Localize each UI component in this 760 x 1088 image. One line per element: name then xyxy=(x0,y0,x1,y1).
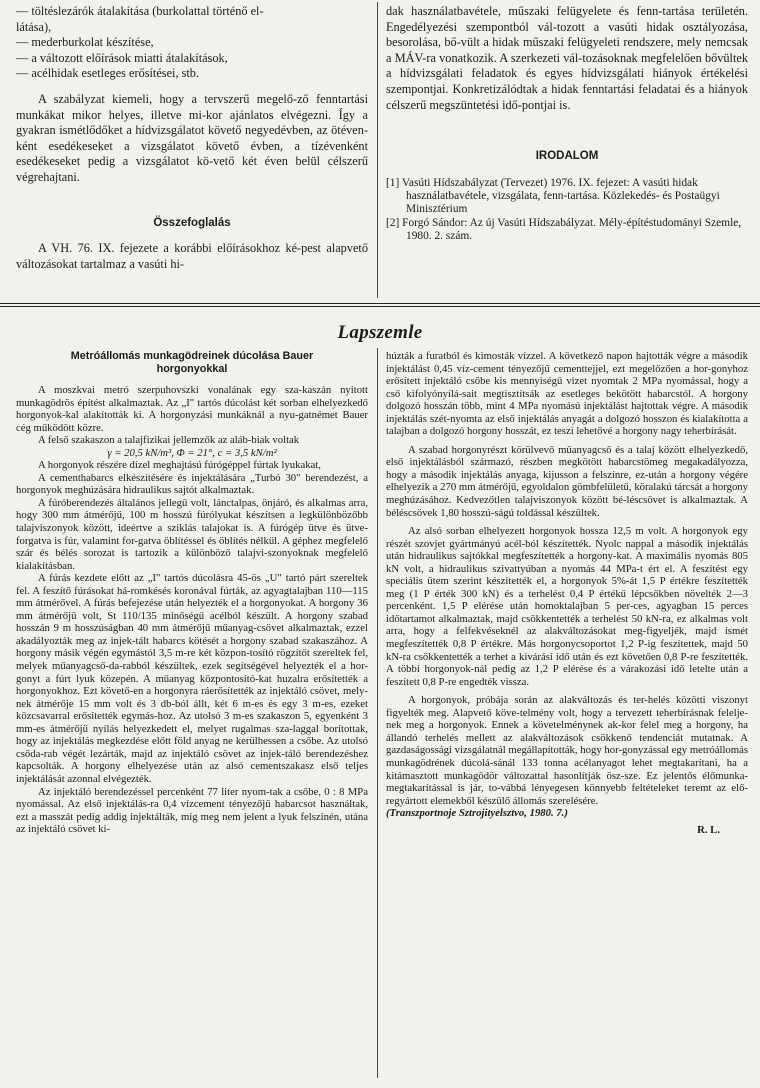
paragraph: A horgonyok részére dízel meghajtású fúrógéppel fúrtak lyukakat, xyxy=(38,459,321,472)
article-source: (Transzportnoje Sztrojityelsztvo, 1980. 7.) xyxy=(386,807,568,820)
top-left-column xyxy=(16,4,368,272)
section-rule xyxy=(0,303,760,304)
paragraph: A felső szakaszon a talajfizikai jellemzők az aláb-biak voltak xyxy=(38,434,300,447)
formula: γ = 20,5 kN/m³, Φ = 21°, c = 3,5 kN/m² xyxy=(107,446,277,459)
list-item: — mederburkolat készítése, xyxy=(16,35,154,50)
author-signature: R. L. xyxy=(697,823,720,836)
section-heading-summary: Összefoglalás xyxy=(153,216,231,229)
article-title: Metróállomás munkagödreinek dúcolása Bauer horgonyokkal xyxy=(70,350,314,375)
paragraph: dak használatbavétele, műszaki felügyelete és fenn-tartása területén. Engedélyezési szempontból vál-tozott a vasúti hidak osztályozása, besorolása, bő-vült a hidak műszaki felügyeleti rendszere, mely nemcsak a MÁV-ra vonatkozik. A szerkezeti vál-tozásoknak megfelelően bővültek a hídvizsgálati feladatok és egyes hídvizsgálati hiányok értékelési szempontjai. Konkretizálódtak a hidak fenntartási feladatai és a hiányok célszerű megszüntetési idő-pontjai is. xyxy=(386,4,748,112)
section-rule xyxy=(0,306,760,307)
paragraph: A moszkvai metró szerpuhovszki vonalának egy sza-kaszán nyitott munkagödrös építést alkalmaztak. Az „I" tartós dúcolást két sorban elhelyezkedő horgonyok-kal alakították ki. A horgonyzási munkáknál a nyu-gatnémet Bauer cég működött közre. xyxy=(16,384,368,434)
paragraph: Az injektáló berendezéssel percenként 77 liter nyom-tak a csőbe, 0 : 8 MPa nyomással. Az első injektálás-ra 0,4 vízcement tényezőjű habarcsot használtak, ezt a masszát pedig addig injektálták, míg meg nem jelent a lyuk felszínén, utána az injektáló csövet ki- xyxy=(16,785,368,836)
paragraph: húzták a furatból és kimosták vízzel. A következő napon hajtották végre a második injektálást 0,45 víz-cement tényezőjű cementtejjel, ezt megelőzően a hor-gonyhoz erősített injektáló csőbe kis mennyiségű vizet nyomtak 2 MPa nyomással, hogy a cső kifolyónyílá-sait megtisztítsák az esetleges bekötött habarcstól. A horgony dolgozó hosszán több, mint 4 MPa nyomású injektálást hajtottak végre. A második injektálás szét-nyomta az első injektálás anyagát a dolgozó hosszon és kialakította a talajban a dolgozó horgony hosszát, ez teszi lehetővé a horgony nagy teherbírását. xyxy=(386,350,748,438)
list-item: — a változott előírások miatti átalakítások, xyxy=(16,50,228,65)
paragraph: A cementhabarcs elkészítésére és injektálására „Turbó 30" berendezést, a horgonyok meghúzására hidraulikus sajtót alkalmaztak. xyxy=(16,471,368,497)
paragraph: A szabályzat kiemeli, hogy a tervszerű megelő-ző fenntartási munkákat mikor helyes, illetve mi-kor ajánlatos elvégezni. Így a gyakran ismétlődőket a hídvizsgálatot követő negyedévben, az ötéven-ként esedékeseket a vizsgálatot követő évben, a tízévenként esedékeseket pedig a vizsgálatot kö-vető két éven belül célszerű végrehajtani. xyxy=(16,91,368,184)
paragraph: A fúróberendezés általános jellegű volt, lánctalpas, önjáró, és alkalmas arra, hogy 300 mm átmérőjű, 100 m hosszú fúrólyukat készítsen a legkülönbözőbb talajviszonyok között, ideértve a sziklás talajokat is. A fúrógép ütve és ütve-forgatva is fúr, valamint for-gatva öblítéssel és öblítés nélkül. A géphez megfelelő szár és bélés sorozat is tartozik a különböző talajvi-szonyoknak megfelelő kialakításban. xyxy=(16,496,368,572)
reference-item: [2] Forgó Sándor: Az új Vasúti Hídszabályzat. Mély-építéstudományi Szemle, 1980. 2. szám. xyxy=(386,216,742,242)
reference-item: [1] Vasúti Hídszabályzat (Tervezet) 1976. IX. fejezet: A vasúti hidak használatbavétele, vizsgálata, fenn-tartása. Közlekedés- és Postaügyi Minisztérium xyxy=(386,176,720,216)
paragraph: A szabad horgonyrészt körülvevő műanyagcső és a talaj között elhelyezkedő, első injektálásból származó, részben megkötött habarcstömeg megakadályozza, hogy a második injektálás anyaga, kijusson a felszínre, ez-után a horgony végére elhelyezik a 270 mm átmérőjű, egyoldalon gömbfelületű, köralakú tárcsát a horgony meghúzásához. Kedvezőtlen talajviszonyok között bé-léscsövet is alkalmaztak. A béléscsövek 1,80 hosszú-ságú toldással készültek. xyxy=(386,443,748,519)
paragraph: Az alsó sorban elhelyezett horgonyok hossza 12,5 m volt. A horgonyok egy részét szovjet gyártmányú acél-ból készítették. Nyolc nappal a második injektálás után hidraulikus sajtókkal megfeszítették a horgony-kat. A maximális nyomás 805 kN volt, a hidraulikus szivattyúban a nyomás 44 MPa-t ért el. A feszítést egy speciális ütem szerint készítették el, a horgonyok 5%-át 1,5 P értékre feszítették meg (1 P érték 300 kN) és a terhelést 0,4 P értékű lépcsőkben növelték 2—3 percenként. 1,5 P elérése után homoktalajban 5 per-ces, agyagban 15 perces időtartamot alkalmaztak, majd csökkentették a terhelést 50 kN-ra, ez alkalmas volt arra, hogy a felfekvéseknél az alakváltozásokat meg-figyeljék, majd ismét megfeszítették 0,8 P értékre. Más horgonycsoportot 1,2 P-ig feszítettek, majd 50 kN-ra csökkentették a terhet a kivárási idő után és ezt követően 0,8 P-re feszítették. A többi horgonyok-nál pedig az 1,2 P elérése és a várakozási idő letelte után a feszített 0,8 P-re engedték vissza. xyxy=(386,525,748,688)
list-item: — acélhidak esetleges erősítései, stb. xyxy=(16,66,200,81)
list-item: — töltéslezárók átalakítása (burkolattal történő el- látása), xyxy=(16,4,264,34)
paragraph: A horgonyok, próbája során az alakváltozás és ter-helés közötti viszonyt figyelték meg. Alapvető köve-telmény volt, hogy a tervezett teherbírásnak felelje-nek meg a horgonyok. Ennek a követelménynek ak-kor felel meg a horgony, ha állandó terhelés mellett az alakváltozások csökkenő tendenciát mutatnak. A gazdaságossági vizsgálatnál megállapították, hogy hor-gonyzással egy metróállomás munkagödrének dúcolá-sánál 133 tonna acélanyagot lehet megtakarítani, ha a kitámasztott munkagödör változattal hasonlítják ösz-sze. Ez jelentős élőmunka-megtakarítással is jár, to-vábbá lényegesen könnyebb feltételeket teremt az elő-regyártott elemekből készülő állomás szerelésére. xyxy=(386,694,748,807)
column-divider xyxy=(377,348,378,1078)
paragraph: A VH. 76. IX. fejezete a korábbi előírásokhoz ké-pest alapvető változásokat tartalmaz a vasúti hi- xyxy=(16,241,368,271)
article-left-column xyxy=(16,350,368,836)
column-divider xyxy=(377,2,378,298)
references-heading: IRODALOM xyxy=(535,150,599,163)
paragraph: A fúrás kezdete előtt az „I" tartós dúcolásra 45-ös „U" tartó párt szereltek fel. A feszítő fúrásokat há-romkésés koronával fúrták, az agyagtalajban 110—115 mm átmérővel. A fúrás befejezése után helyezték el a horgonyokat. A horgony 36 mm átmérőjű volt, St 110/135 minőségű acélból készült. A horgony szabad hosszán 9 m hosszúságban 40 mm átmérőjű műanyag-csövet alkalmaztak, ezzel akadályozták meg az injek-tált habarcs kötését a horgony szabad szakaszához. A horgony másik végén egymástól 3,5 m-re két közpon-tosító rögzítőt szereltek fel, melyek műanyagcső-da-rabból készültek, ezek segítségével helyezték el a hor-gonyt a fúrt lyuk közepén. A műanyag központosító-kat huzalra erősítették a horgonyokhoz. Ezt követő-en a horgonyra ráerősítették az injektáló csövet, mely-nek átmérője 15 mm volt és 3 db-ból állt, két 6 m-es és egy 3 m-es, ezeket közcsavarral erősítették egymás-hoz. Az utolsó 3 m-es szakaszon 5, egyenként 3 mm-es átmérőjű nyílás helyezkedett el, melyet rugalmas sza-laggal borítottak, hogy az injektálás megkezdése előtt föld anyag ne kerülhessen a csőbe. Az utolsó csőda-rab végét lezárták, majd az injektáló csövet az injek-táló berendezéshez kapcsolták. A horgony elhelyezése után az alsó cementszakasz első teljes injektálását azonnal elvégezték. xyxy=(16,572,368,785)
top-right-column xyxy=(386,4,748,243)
article-right-column xyxy=(386,350,748,836)
masthead-title: Lapszemle xyxy=(337,322,423,343)
